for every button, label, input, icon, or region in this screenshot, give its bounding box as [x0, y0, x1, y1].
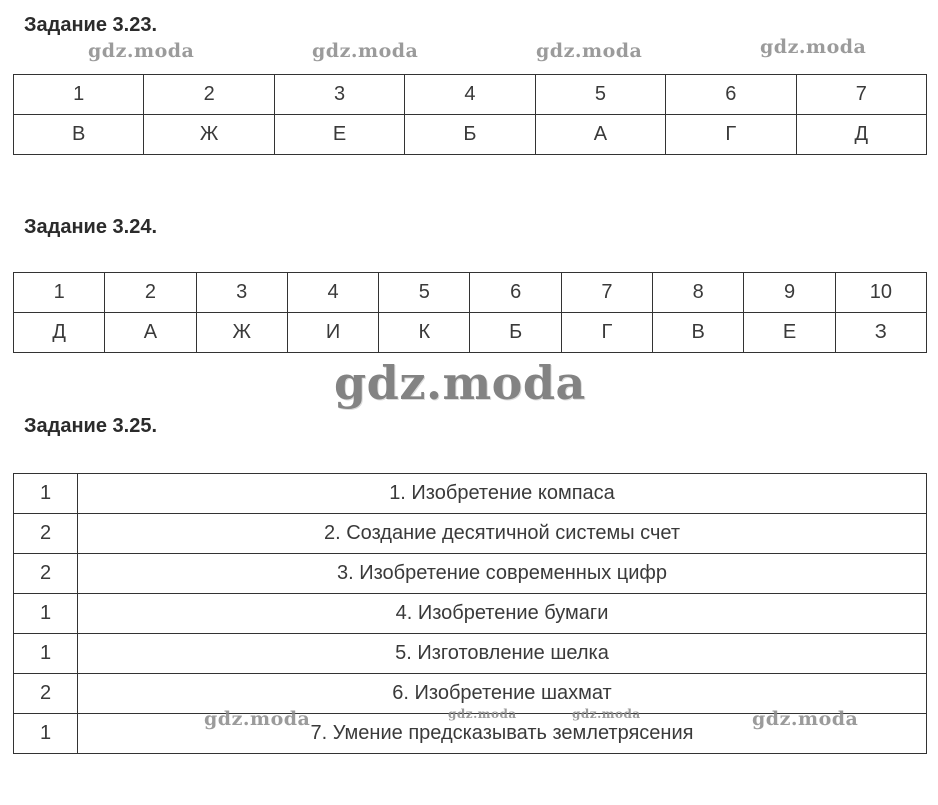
- table-cell: Ж: [144, 115, 274, 155]
- row-text: 3. Изобретение современных цифр: [78, 554, 927, 594]
- table-row: [14, 554, 927, 594]
- table-cell: 7: [796, 75, 926, 115]
- table-cell: 2: [144, 75, 274, 115]
- table-cell: Г: [561, 313, 652, 353]
- row-number: 1: [14, 714, 78, 754]
- watermark: gdz.moda: [536, 40, 643, 62]
- watermark: gdz.moda: [312, 40, 419, 62]
- table-cell: З: [835, 313, 926, 353]
- watermark: gdz.moda: [334, 356, 586, 410]
- table-row: [14, 115, 927, 155]
- table-cell: 3: [196, 273, 287, 313]
- table-cell: 8: [653, 273, 744, 313]
- task-3-25-title: Задание 3.25.: [24, 415, 158, 437]
- table-cell: 5: [379, 273, 470, 313]
- table-cell: Е: [274, 115, 404, 155]
- table-row: [14, 313, 927, 353]
- table-cell: 9: [744, 273, 835, 313]
- table-cell: 5: [535, 75, 665, 115]
- table-row: [14, 75, 927, 115]
- row-number: 2: [14, 674, 78, 714]
- table-cell: В: [653, 313, 744, 353]
- table-cell: Б: [470, 313, 561, 353]
- task-3-25-table: [13, 473, 927, 754]
- table-cell: И: [287, 313, 378, 353]
- row-number: 2: [14, 554, 78, 594]
- table-cell: А: [105, 313, 196, 353]
- table-cell: А: [535, 115, 665, 155]
- row-number: 1: [14, 474, 78, 514]
- row-text: 6. Изобретение шахмат: [78, 674, 927, 714]
- table-cell: Ж: [196, 313, 287, 353]
- table-cell: 4: [287, 273, 378, 313]
- table-row: [14, 674, 927, 714]
- table-row: [14, 634, 927, 674]
- table-row: [14, 594, 927, 634]
- task-3-23-table: [13, 74, 927, 155]
- row-text: 7. Умение предсказывать землетрясения: [78, 714, 927, 754]
- row-text: 5. Изготовление шелка: [78, 634, 927, 674]
- table-cell: 4: [405, 75, 535, 115]
- table-cell: Е: [744, 313, 835, 353]
- watermark: gdz.moda: [752, 708, 859, 730]
- table-cell: 6: [666, 75, 796, 115]
- table-cell: 6: [470, 273, 561, 313]
- row-number: 1: [14, 634, 78, 674]
- table-cell: 2: [105, 273, 196, 313]
- table-row: [14, 474, 927, 514]
- row-number: 2: [14, 514, 78, 554]
- row-text: 4. Изобретение бумаги: [78, 594, 927, 634]
- table-cell: 3: [274, 75, 404, 115]
- watermark: gdz.moda: [88, 40, 195, 62]
- table-cell: К: [379, 313, 470, 353]
- row-text: 2. Создание десятичной системы счет: [78, 514, 927, 554]
- table-row: [14, 273, 927, 313]
- row-number: 1: [14, 594, 78, 634]
- watermark: gdz.moda: [572, 707, 641, 721]
- row-text: 1. Изобретение компаса: [78, 474, 927, 514]
- watermark: gdz.moda: [204, 708, 311, 730]
- watermark: gdz.moda: [760, 36, 867, 58]
- task-3-24-table: [13, 272, 927, 353]
- table-cell: Д: [796, 115, 926, 155]
- table-cell: 1: [14, 75, 144, 115]
- task-3-23-title: Задание 3.23.: [24, 14, 158, 36]
- table-cell: 10: [835, 273, 926, 313]
- table-cell: Д: [14, 313, 105, 353]
- table-cell: Б: [405, 115, 535, 155]
- table-cell: В: [14, 115, 144, 155]
- table-cell: 1: [14, 273, 105, 313]
- table-cell: Г: [666, 115, 796, 155]
- watermark: gdz.moda: [448, 707, 517, 721]
- table-row: [14, 514, 927, 554]
- table-row: [14, 714, 927, 754]
- task-3-24-title: Задание 3.24.: [24, 216, 158, 238]
- table-cell: 7: [561, 273, 652, 313]
